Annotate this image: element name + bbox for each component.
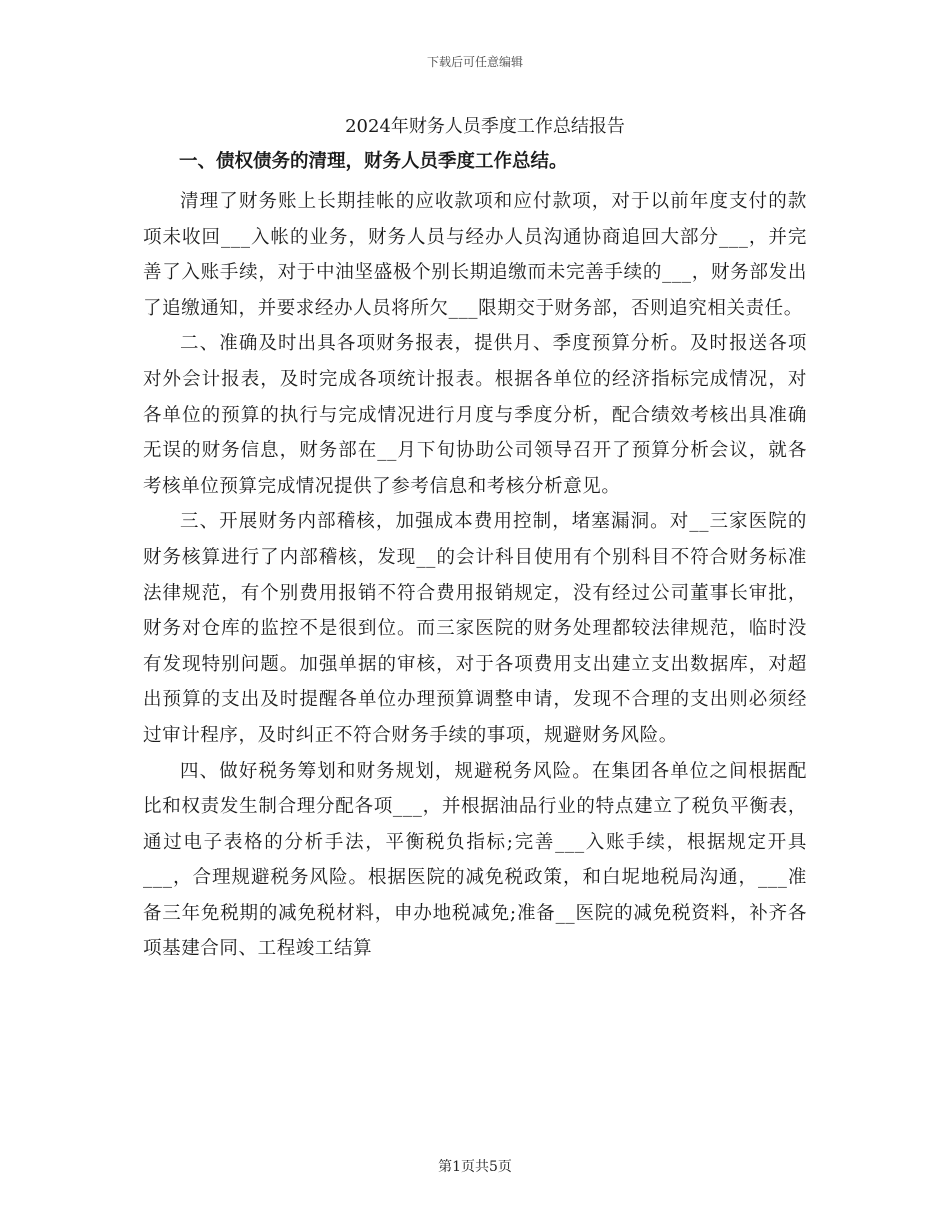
- page-header-note: 下载后可任意编辑: [426, 55, 523, 69]
- paragraph-3: 三、开展财务内部稽核，加强成本费用控制，堵塞漏洞。对__三家医院的财务核算进行了内部稽核，发现__的会计科目使用有个别科目不符合财务标准法律规范，有个别费用报销不符合费用报销规定，没有经过公司董事长审批，财务对仓库的监控不是很到位。而三家医院的财务处理都较法律规范，临时没有发现特别问题。加强单据的审核，对于各项费用支出建立支出数据库，对超出预算的支出及时提醒各单位办理预算调整申请，发现不合理的支出则必须经过审计程序，及时纠正不符合财务手续的事项，规避财务风险。: [143, 511, 807, 746]
- paragraph-4: 四、做好税务筹划和财务规划，规避税务风险。在集团各单位之间根据配比和权责发生制合理分配各项___，并根据油品行业的特点建立了税负平衡表，通过电子表格的分析手法，平衡税负指标;完善___入账手续，根据规定开具___，合理规避税务风险。根据医院的减免税政策，和白坭地税局沟通，___准备三年免税期的减免税材料，申办地税减免;准备__医院的减免税资料，补齐各项基建合同、工程竣工结算: [143, 760, 807, 960]
- document-title: 2024年财务人员季度工作总结报告: [345, 116, 625, 137]
- document-body: [143, 110, 807, 967]
- page-number: 第1页共5页: [438, 1159, 512, 1175]
- section-heading: 一、债权债务的清理，财务人员季度工作总结。: [179, 151, 568, 172]
- paragraph-2: 二、准确及时出具各项财务报表，提供月、季度预算分析。及时报送各项对外会计报表，及时完成各项统计报表。根据各单位的经济指标完成情况，对各单位的预算的执行与完成情况进行月度与季度分析，配合绩效考核出具准确无误的财务信息，财务部在__月下旬协助公司领导召开了预算分析会议，就各考核单位预算完成情况提供了参考信息和考核分析意见。: [143, 333, 807, 497]
- paragraph-1: 清理了财务账上长期挂帐的应收款项和应付款项，对于以前年度支付的款项未收回___入帐的业务，财务人员与经办人员沟通协商追回大部分___，并完善了入账手续，对于中油坚盛极个别长期追缴而未完善手续的___，财务部发出了追缴通知，并要求经办人员将所欠___限期交于财务部，否则追究相关责任。: [143, 191, 807, 319]
